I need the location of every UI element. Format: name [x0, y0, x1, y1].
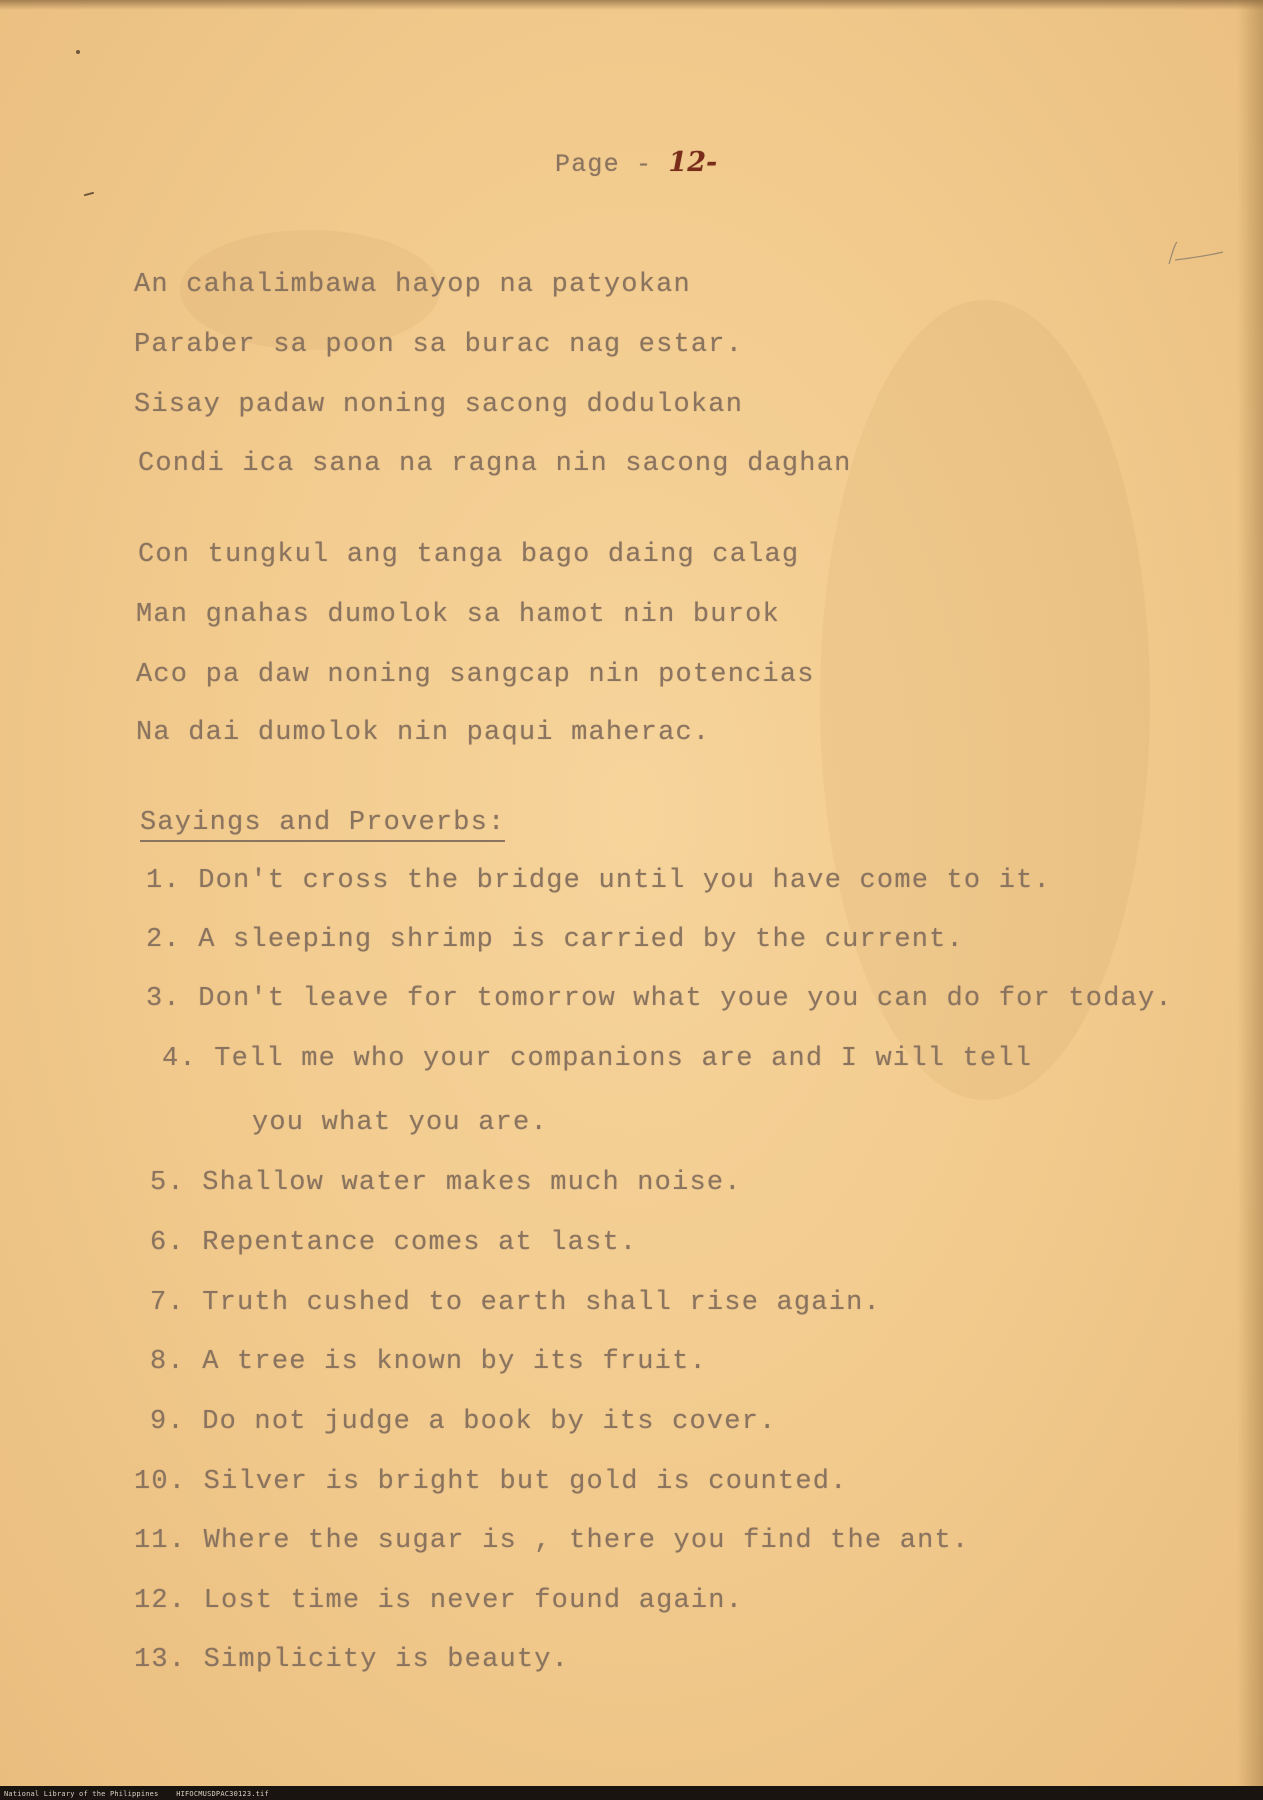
proverb-text: Where the sugar is , there you find the ant.: [203, 1526, 970, 1556]
poem-line: Na dai dumolok nin paqui maherac.: [136, 718, 711, 748]
proverb-number: 8.: [150, 1347, 185, 1377]
paper-fleck: [84, 192, 94, 197]
poem-line: An cahalimbawa hayop na patyokan: [134, 270, 691, 300]
poem-line: Man gnahas dumolok sa hamot nin burok: [136, 600, 780, 630]
proverb-item: [146, 866, 1051, 896]
poem-line: Condi ica sana na ragna nin sacong daghan: [138, 449, 852, 479]
poem-line: Aco pa daw noning sangcap nin potencias: [136, 660, 815, 690]
proverb-text: Do not judge a book by its cover.: [202, 1407, 777, 1437]
proverb-number: 2.: [146, 925, 181, 955]
proverb-item: [150, 1228, 637, 1258]
proverb-number: 5.: [150, 1168, 185, 1198]
proverb-number: 6.: [150, 1228, 185, 1258]
footer-filename: HIFOCMUSDPAC30123.tif: [176, 1790, 269, 1798]
proverb-text: Don't cross the bridge until you have come to it.: [198, 866, 1051, 896]
proverb-item: [134, 1526, 969, 1556]
proverb-text: Repentance comes at last.: [202, 1228, 638, 1258]
page-header-prefix: Page -: [555, 150, 653, 179]
proverb-item: [146, 984, 1173, 1014]
proverb-text: Tell me who your companions are and I will tell: [214, 1044, 1033, 1074]
proverb-number: 11.: [134, 1526, 187, 1556]
footer-institution: National Library of the Philippines: [4, 1790, 159, 1798]
poem-line: Paraber sa poon sa burac nag estar.: [134, 330, 744, 360]
poem-line: Sisay padaw noning sacong dodulokan: [134, 390, 744, 420]
page-header: [555, 147, 717, 179]
scan-footer-text: [4, 1790, 269, 1798]
proverb-item: [150, 1168, 742, 1198]
paper-stain: [820, 300, 1150, 1100]
proverb-item-continuation: [252, 1108, 548, 1138]
proverb-text: you what you are.: [252, 1108, 548, 1138]
proverb-text: Truth cushed to earth shall rise again.: [202, 1288, 881, 1318]
proverb-item: [134, 1586, 743, 1616]
proverb-number: 7.: [150, 1288, 185, 1318]
proverb-item: [134, 1645, 569, 1675]
proverb-text: Don't leave for tomorrow what youe you can do for today.: [198, 984, 1173, 1014]
proverb-text: Shallow water makes much noise.: [202, 1168, 742, 1198]
proverb-text: A tree is known by its fruit.: [202, 1347, 707, 1377]
proverb-number: 12.: [134, 1586, 187, 1616]
poem-line: Con tungkul ang tanga bago daing calag: [138, 540, 800, 570]
proverb-number: 13.: [134, 1645, 187, 1675]
paper-right-edge: [1237, 0, 1263, 1800]
proverb-text: A sleeping shrimp is carried by the current.: [198, 925, 964, 955]
proverb-item: [150, 1288, 881, 1318]
proverb-number: 4.: [162, 1044, 197, 1074]
proverb-item: [146, 925, 964, 955]
proverb-item: [150, 1407, 777, 1437]
proverb-number: 10.: [134, 1467, 187, 1497]
proverb-number: 9.: [150, 1407, 185, 1437]
proverb-text: Silver is bright but gold is counted.: [203, 1467, 848, 1497]
section-heading: Sayings and Proverbs:: [140, 808, 505, 842]
proverb-number: 1.: [146, 866, 181, 896]
proverb-number: 3.: [146, 984, 181, 1014]
proverb-text: Lost time is never found again.: [203, 1586, 744, 1616]
pencil-mark: [1155, 238, 1225, 268]
proverb-text: Simplicity is beauty.: [203, 1645, 570, 1675]
proverb-item: [150, 1347, 707, 1377]
page-number: 12-: [668, 147, 718, 178]
proverb-item: [162, 1044, 1032, 1074]
paper-fleck: [76, 50, 80, 54]
paper-top-edge: [0, 0, 1263, 10]
proverb-item: [134, 1467, 848, 1497]
scan-footer-bar: [0, 1786, 1263, 1800]
